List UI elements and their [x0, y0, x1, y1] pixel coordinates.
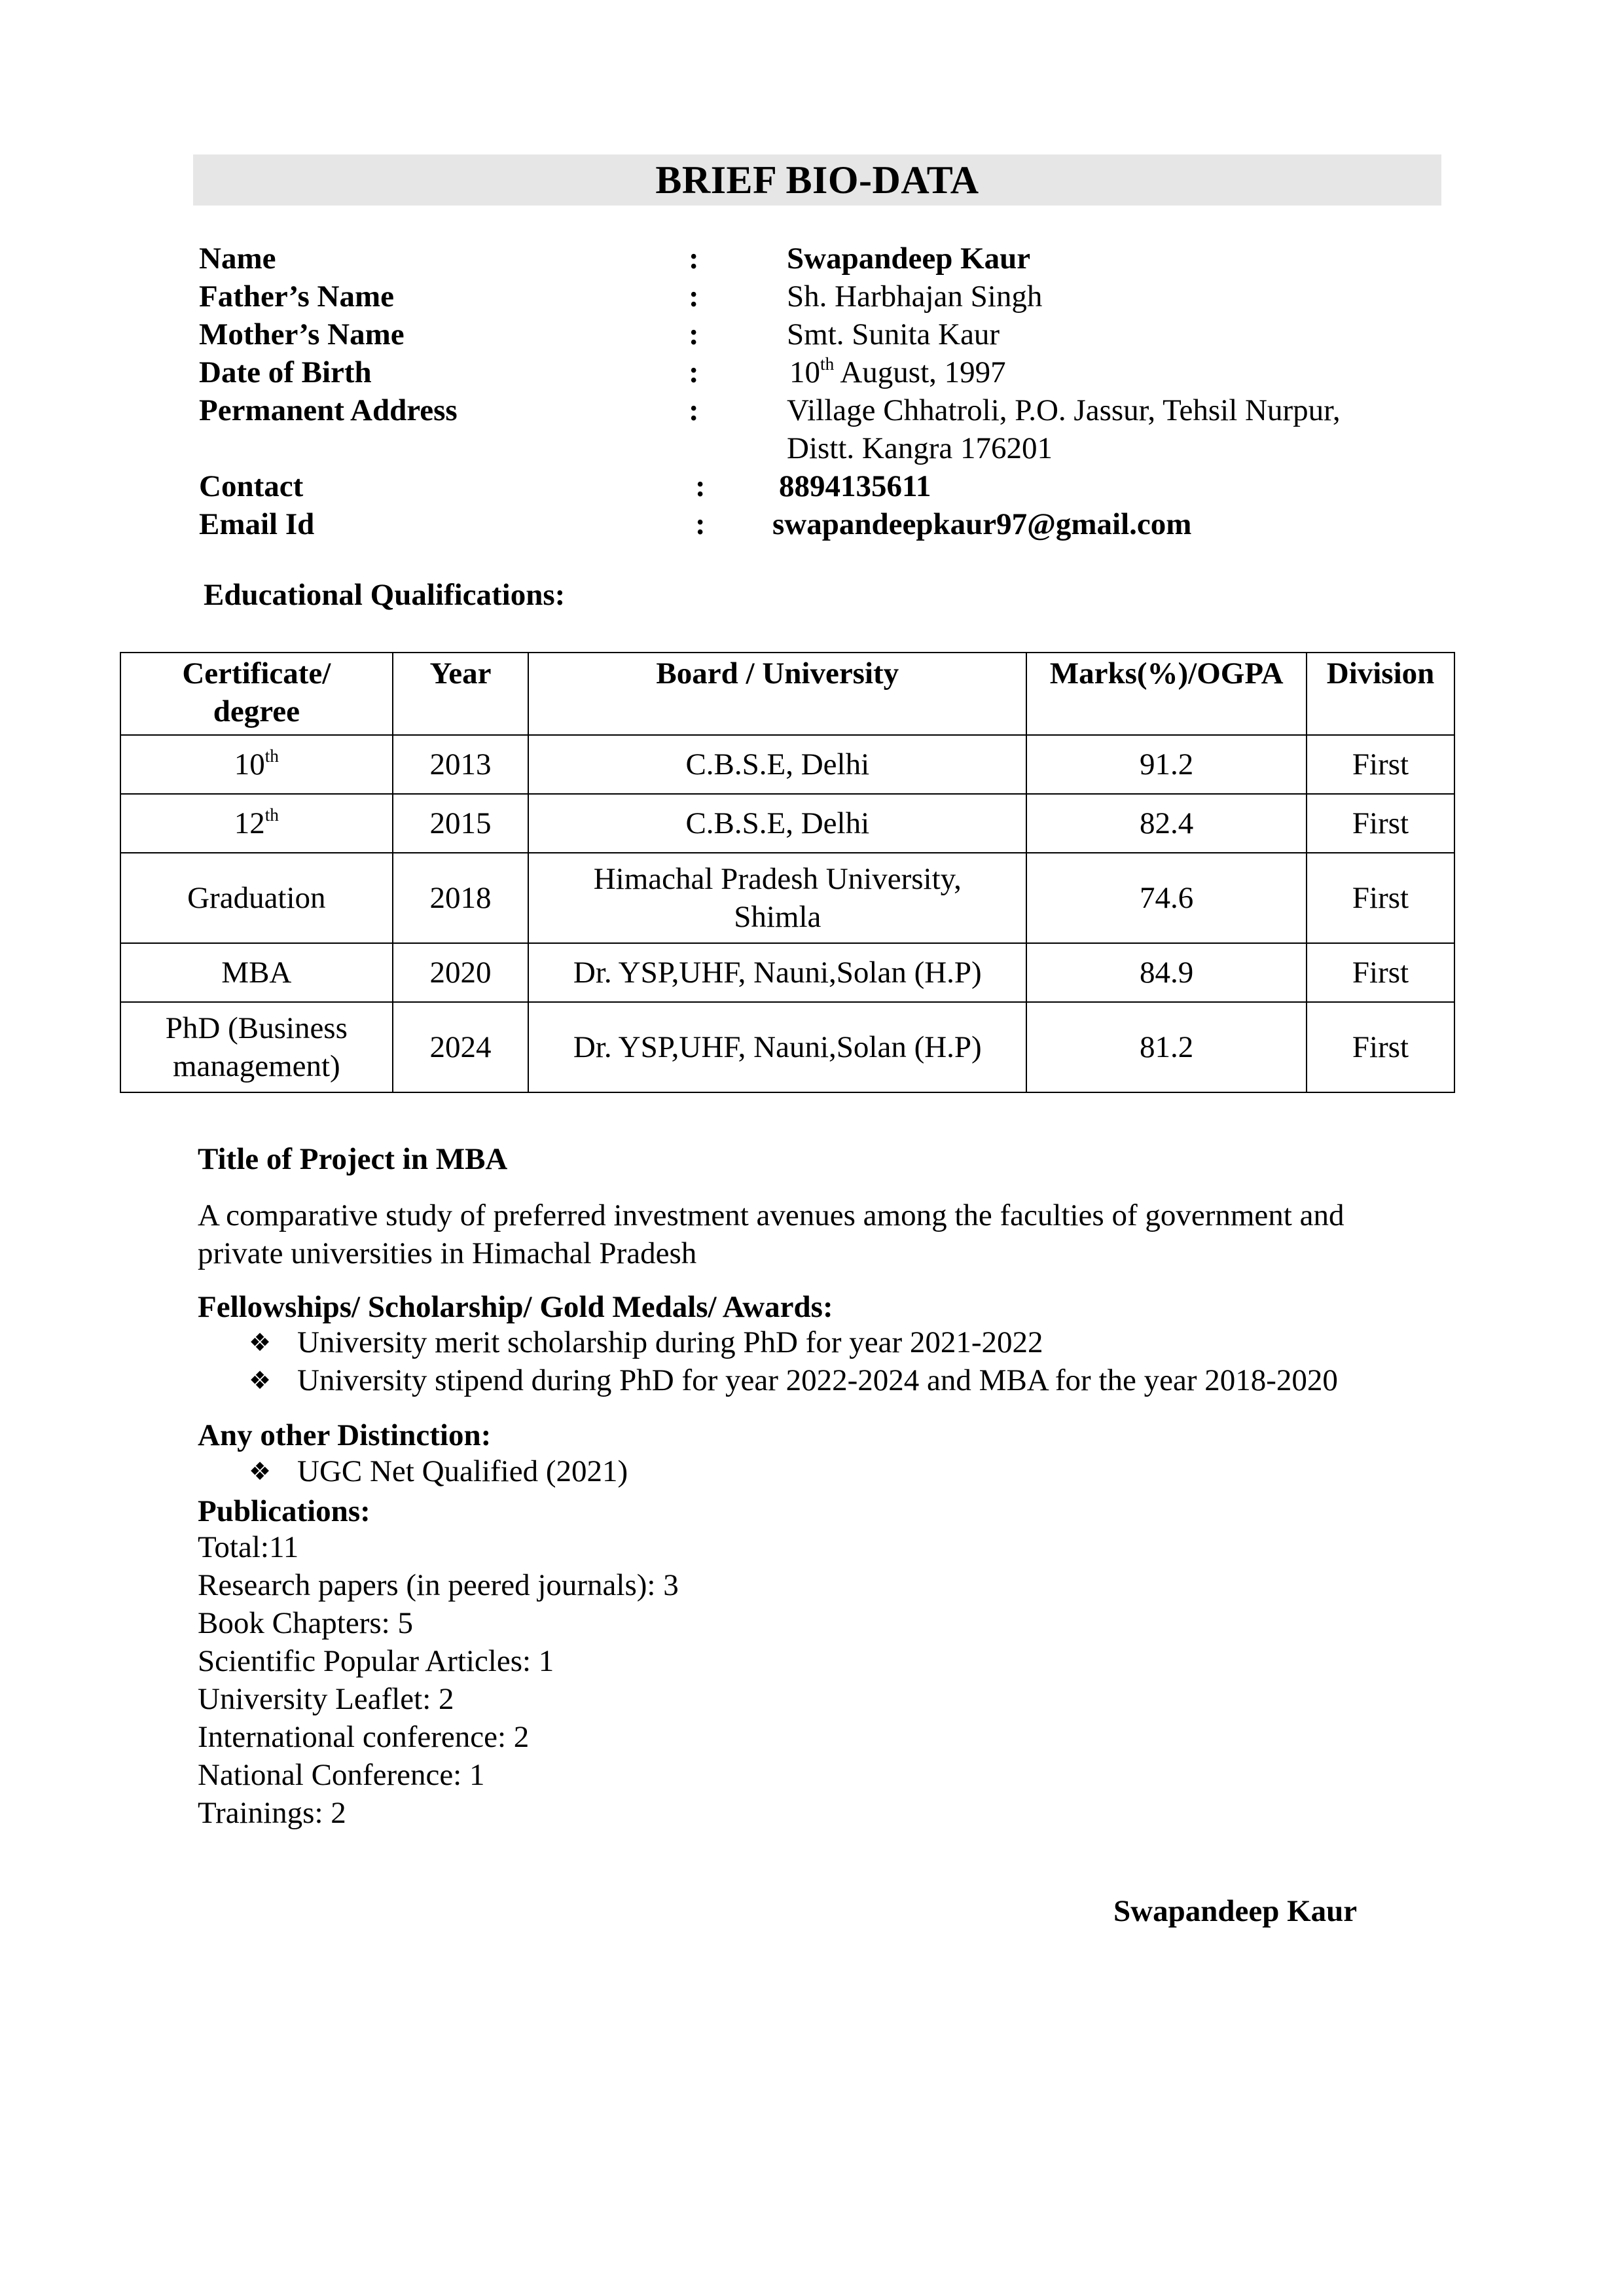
cell-board: C.B.S.E, Delhi — [528, 735, 1026, 794]
mother-value: Smt. Sunita Kaur — [787, 317, 1000, 351]
cell-certificate — [120, 735, 393, 794]
header-division: Division — [1307, 653, 1454, 735]
table-row — [120, 943, 1454, 1002]
address-line1: Village Chhatroli, P.O. Jassur, Tehsil Nurpur, — [787, 393, 1341, 427]
cell-division: First — [1307, 735, 1454, 794]
cell-division: First — [1307, 794, 1454, 853]
dob-day: 10 — [789, 355, 820, 389]
cell-board — [528, 853, 1026, 943]
list-item — [249, 1323, 1338, 1361]
cell-marks: 91.2 — [1026, 735, 1307, 794]
page-title: BRIEF BIO-DATA — [193, 154, 1441, 206]
cell-certificate: MBA — [120, 943, 393, 1002]
publications-list — [198, 1528, 679, 1832]
publications-heading: Publications: — [198, 1494, 370, 1528]
project-title — [198, 1196, 1344, 1272]
cell-certificate: Graduation — [120, 853, 393, 943]
cell-board: Dr. YSP,UHF, Nauni,Solan (H.P) — [528, 943, 1026, 1002]
publication-line: National Conference: 1 — [198, 1758, 485, 1792]
cert-suffix: th — [264, 804, 279, 825]
cell-marks: 74.6 — [1026, 853, 1307, 943]
father-value: Sh. Harbhajan Singh — [787, 279, 1043, 314]
mother-label: Mother’s Name — [199, 317, 405, 351]
cert-line1: PhD (Business — [165, 1011, 348, 1045]
item-text: University stipend during PhD for year 2022-2024 and MBA for the year 2018-2020 — [297, 1363, 1338, 1397]
item-text: UGC Net Qualified (2021) — [297, 1454, 628, 1488]
colon: : — [689, 355, 699, 389]
board-line2: Shimla — [734, 900, 821, 934]
cell-certificate — [120, 794, 393, 853]
cell-division: First — [1307, 853, 1454, 943]
diamond-bullet-icon: ❖ — [249, 1366, 272, 1395]
publication-line: Total:11 — [198, 1530, 299, 1564]
diamond-bullet-icon: ❖ — [249, 1328, 272, 1357]
education-table — [120, 652, 1455, 1093]
publication-line: Research papers (in peered journals): 3 — [198, 1568, 679, 1602]
name-label: Name — [199, 242, 276, 276]
cell-year: 2024 — [393, 1002, 529, 1092]
cell-board: C.B.S.E, Delhi — [528, 794, 1026, 853]
item-text: University merit scholarship during PhD for year 2021-2022 — [297, 1325, 1043, 1359]
colon: : — [695, 507, 706, 541]
distinction-list — [249, 1452, 628, 1490]
address-label: Permanent Address — [199, 393, 458, 427]
header-marks: Marks(%)/OGPA — [1026, 653, 1307, 735]
publication-line: University Leaflet: 2 — [198, 1682, 454, 1716]
project-heading: Title of Project in MBA — [198, 1142, 508, 1176]
distinction-heading: Any other Distinction: — [198, 1418, 492, 1452]
project-line1: A comparative study of preferred investment avenues among the faculties of government and — [198, 1198, 1344, 1232]
fellowships-list — [249, 1323, 1338, 1399]
cell-year: 2018 — [393, 853, 529, 943]
header-year: Year — [393, 653, 529, 735]
project-line2: private universities in Himachal Pradesh — [198, 1236, 697, 1270]
cert-text: 10 — [234, 747, 265, 781]
header-certificate — [120, 653, 393, 735]
colon: : — [689, 242, 699, 276]
cell-marks: 81.2 — [1026, 1002, 1307, 1092]
table-row — [120, 1002, 1454, 1092]
colon: : — [695, 469, 706, 503]
cell-marks: 82.4 — [1026, 794, 1307, 853]
father-label: Father’s Name — [199, 279, 394, 314]
cell-year: 2020 — [393, 943, 529, 1002]
cert-suffix: th — [264, 745, 279, 766]
cell-certificate — [120, 1002, 393, 1092]
dob-rest: August, 1997 — [834, 355, 1006, 389]
cell-marks: 84.9 — [1026, 943, 1307, 1002]
list-item — [249, 1452, 628, 1490]
signature-name: Swapandeep Kaur — [1113, 1894, 1358, 1928]
education-heading: Educational Qualifications: — [204, 578, 566, 612]
dob-suffix: th — [820, 353, 835, 374]
diamond-bullet-icon: ❖ — [249, 1457, 272, 1486]
header-certificate-line2: degree — [213, 694, 300, 728]
cell-board: Dr. YSP,UHF, Nauni,Solan (H.P) — [528, 1002, 1026, 1092]
colon: : — [689, 393, 699, 427]
publication-line: Book Chapters: 5 — [198, 1606, 413, 1640]
header-board: Board / University — [528, 653, 1026, 735]
cell-division: First — [1307, 1002, 1454, 1092]
table-row — [120, 794, 1454, 853]
address-line2: Distt. Kangra 176201 — [787, 431, 1053, 465]
board-line1: Himachal Pradesh University, — [593, 862, 962, 896]
list-item — [249, 1361, 1338, 1399]
contact-value: 8894135611 — [779, 469, 931, 503]
cell-division: First — [1307, 943, 1454, 1002]
cell-year: 2015 — [393, 794, 529, 853]
table-header-row — [120, 653, 1454, 735]
dob-label: Date of Birth — [199, 355, 372, 389]
table-row — [120, 853, 1454, 943]
cert-line2: management) — [172, 1049, 340, 1083]
dob-value — [789, 353, 1006, 391]
email-value: swapandeepkaur97@gmail.com — [772, 507, 1192, 541]
cert-text: 12 — [234, 806, 265, 840]
email-label: Email Id — [199, 507, 315, 541]
colon: : — [689, 317, 699, 351]
table-row — [120, 735, 1454, 794]
name-value: Swapandeep Kaur — [787, 242, 1031, 276]
publication-line: International conference: 2 — [198, 1720, 530, 1754]
contact-label: Contact — [199, 469, 304, 503]
publication-line: Scientific Popular Articles: 1 — [198, 1644, 554, 1678]
header-certificate-line1: Certificate/ — [182, 656, 331, 691]
colon: : — [689, 279, 699, 314]
publication-line: Trainings: 2 — [198, 1796, 346, 1830]
fellowships-heading: Fellowships/ Scholarship/ Gold Medals/ Awards: — [198, 1290, 833, 1324]
cell-year: 2013 — [393, 735, 529, 794]
